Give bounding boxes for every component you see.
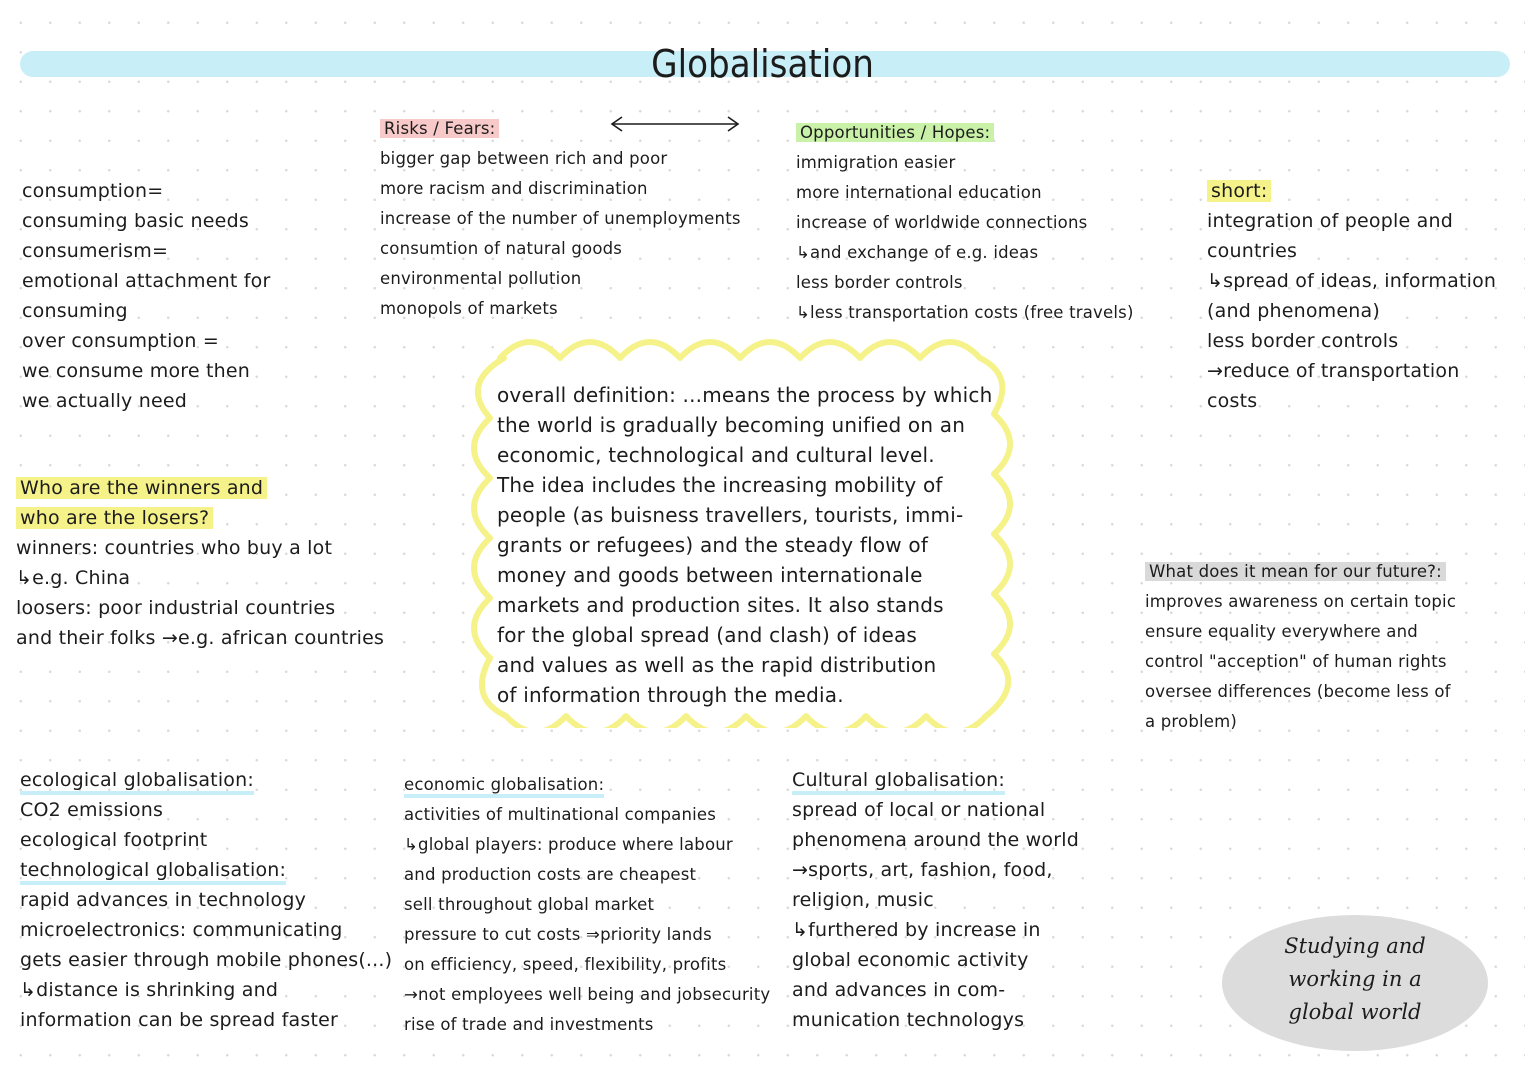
cultural-item: ↳furthered by increase in (792, 919, 1041, 941)
short-heading: short: (1207, 180, 1271, 202)
risk-item: monopols of markets (380, 299, 558, 318)
stamp-line: working in a (1288, 967, 1422, 991)
risks-section (380, 114, 741, 324)
definition-line: The idea includes the increasing mobility of (497, 473, 943, 497)
future-item: a problem) (1145, 712, 1238, 731)
winners-heading: who are the losers? (16, 507, 213, 529)
opportunity-item: ↳less transportation costs (free travels) (796, 303, 1134, 322)
cultural-item: munication technologys (792, 1009, 1025, 1031)
risk-item: bigger gap between rich and poor (380, 149, 668, 168)
future-heading: What does it mean for our future?: (1145, 562, 1446, 581)
future-item: oversee differences (become less of (1145, 682, 1451, 701)
risk-item: consumtion of natural goods (380, 239, 623, 258)
consumption-line: consuming (22, 300, 128, 322)
opportunity-item: increase of worldwide connections (796, 213, 1088, 232)
winners-section (16, 473, 384, 653)
page-title: Globalisation (651, 42, 874, 86)
definition-line: of information through the media. (497, 683, 844, 707)
short-item: →reduce of transportation (1207, 360, 1460, 382)
opportunities-section (796, 118, 1134, 328)
consumption-line: consumerism= (22, 240, 169, 262)
technological-heading: technological globalisation: (20, 859, 286, 885)
cultural-section (792, 765, 1079, 1035)
economic-item: on efficiency, speed, flexibility, profits (404, 955, 727, 974)
future-item: control "acception" of human rights (1145, 652, 1447, 671)
consumption-line: emotional attachment for (22, 270, 271, 292)
ecological-item: CO2 emissions (20, 799, 164, 821)
consumption-line: over consumption = (22, 330, 219, 352)
cultural-item: spread of local or national (792, 799, 1046, 821)
short-item: integration of people and (1207, 210, 1453, 232)
winners-item: ↳e.g. China (16, 567, 131, 589)
risk-item: more racism and discrimination (380, 179, 648, 198)
winners-item: loosers: poor industrial countries (16, 597, 336, 619)
risk-item: increase of the number of unemployments (380, 209, 741, 228)
economic-item: activities of multinational companies (404, 805, 717, 824)
economic-item: pressure to cut costs ⇒priority lands (404, 925, 712, 944)
definition-line: overall definition: ...means the process by which (497, 383, 993, 407)
consumption-line: consuming basic needs (22, 210, 249, 232)
stamp-line: global world (1288, 1000, 1422, 1024)
consumption-line: we consume more then (22, 360, 251, 382)
definition-line: money and goods between internationale (497, 563, 923, 587)
economic-section (404, 770, 770, 1040)
short-item: countries (1207, 240, 1298, 262)
short-item: ↳spread of ideas, information (1207, 270, 1497, 292)
consumption-line: we actually need (22, 390, 188, 412)
cultural-item: religion, music (792, 889, 934, 911)
future-item: improves awareness on certain topic (1145, 592, 1457, 611)
cultural-item: →sports, art, fashion, food, (792, 859, 1053, 881)
economic-item: →not employees well being and jobsecurity (404, 985, 771, 1004)
ecological-heading: ecological globalisation: (20, 769, 254, 795)
technological-item: ↳distance is shrinking and (20, 979, 279, 1001)
opportunity-item: immigration easier (796, 153, 956, 172)
risks-heading: Risks / Fears: (380, 119, 499, 138)
stamp-line: Studying and (1284, 934, 1426, 958)
short-section (1207, 176, 1496, 416)
technological-item: microelectronics: communicating (20, 919, 343, 941)
short-item: less border controls (1207, 330, 1399, 352)
opportunity-item: ↳and exchange of e.g. ideas (796, 243, 1039, 262)
definition-line: grants or refugees) and the steady flow of (497, 533, 929, 557)
cultural-item: global economic activity (792, 949, 1029, 971)
economic-item: sell throughout global market (404, 895, 655, 914)
economic-item: rise of trade and investments (404, 1015, 654, 1034)
economic-item: and production costs are cheapest (404, 865, 697, 884)
consumption-line: consumption= (22, 180, 164, 202)
cultural-item: and advances in com- (792, 979, 1006, 1001)
opportunity-item: more international education (796, 183, 1042, 202)
winners-item: winners: countries who buy a lot (16, 537, 333, 559)
cultural-item: phenomena around the world (792, 829, 1079, 851)
cultural-heading: Cultural globalisation: (792, 769, 1005, 795)
opportunity-item: less border controls (796, 273, 963, 292)
definition-line: economic, technological and cultural level. (497, 443, 935, 467)
topic-stamp-text (1222, 930, 1488, 1029)
future-item: ensure equality everywhere and (1145, 622, 1418, 641)
ecological-item: ecological footprint (20, 829, 208, 851)
short-item: (and phenomena) (1207, 300, 1380, 322)
economic-heading: economic globalisation: (404, 775, 604, 798)
risk-item: environmental pollution (380, 269, 582, 288)
winners-heading: Who are the winners and (16, 477, 267, 499)
definition-line: people (as buisness travellers, tourists, immi- (497, 503, 964, 527)
economic-item: ↳global players: produce where labour (404, 835, 733, 854)
definition-line: the world is gradually becoming unified on an (497, 413, 966, 437)
technological-item: information can be spread faster (20, 1009, 339, 1031)
technological-item: gets easier through mobile phones(...) (20, 949, 393, 971)
ecological-section (20, 765, 392, 1035)
winners-item: and their folks →e.g. african countries (16, 627, 385, 649)
technological-item: rapid advances in technology (20, 889, 307, 911)
definition-text (497, 380, 992, 710)
definition-line: for the global spread (and clash) of ideas (497, 623, 918, 647)
future-section (1145, 557, 1456, 737)
definition-line: and values as well as the rapid distribution (497, 653, 937, 677)
short-item: costs (1207, 390, 1258, 412)
consumption-notes (22, 176, 271, 416)
opportunities-heading: Opportunities / Hopes: (796, 123, 994, 142)
definition-line: markets and production sites. It also stands (497, 593, 944, 617)
